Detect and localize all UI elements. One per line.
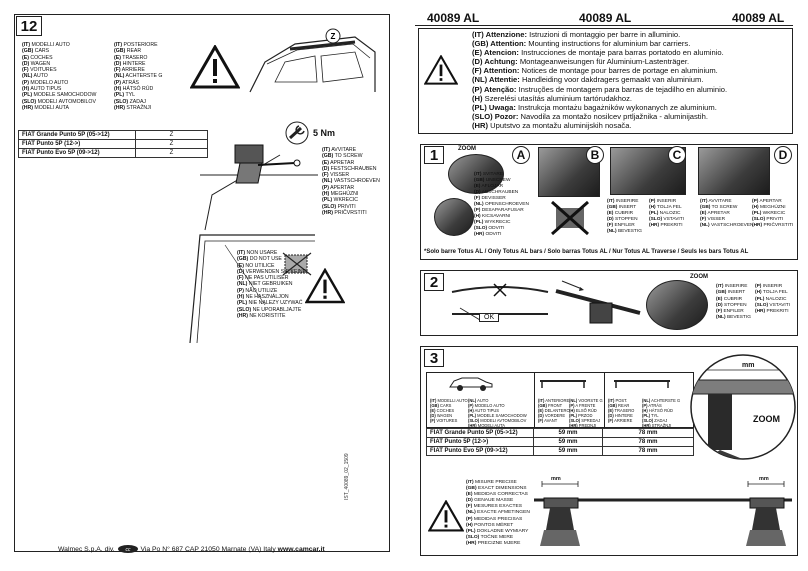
lang-row: (H) AUTO TIPUS <box>22 86 62 93</box>
model-name: FIAT Grande Punto 5P (05->12) <box>427 429 534 438</box>
lang-row: (E) COCHES <box>22 54 53 61</box>
do-not-use-instructions <box>237 250 306 319</box>
attention-line: (H) Szerelési utasítás aluminium tartórudakhoz. <box>472 93 632 103</box>
model-name: FIAT Punto 5P (12->) <box>427 438 534 447</box>
lang-row: (PL) NIE NALEZY UZYWAĆ <box>237 300 303 307</box>
divider <box>604 372 605 428</box>
model-value: Z <box>136 149 208 158</box>
warning-icon <box>305 268 345 304</box>
models-table <box>18 130 208 158</box>
front-value: 59 mm <box>534 447 603 456</box>
insert-instructions: (IT) INSERIRE (GB) INSERT (E) CUBRIR (D) STOPFEN (F) ENFILER (NL) BEVESTIG <box>607 199 642 234</box>
attention-line: (F) Attention: Notices de montage pour barres de portage en aluminium. <box>472 66 718 76</box>
footer <box>58 544 325 554</box>
company-url[interactable]: www.camcar.it <box>277 545 325 553</box>
lang-row: (GB) CARS <box>22 48 50 55</box>
table-row <box>427 429 694 438</box>
attention-line: (GB) Attention: Mounting instructions for aluminium bar carriers. <box>472 39 691 49</box>
screw-instructions-step1: (IT) AVVITARE (GB) TO SCREW (E) APRETAR (F) VISSER (NL) VASTSCHROEVEN <box>700 199 754 228</box>
table-row <box>427 438 694 447</box>
lang-row: (P) APERTAR <box>322 184 355 191</box>
warning-icon <box>190 45 240 89</box>
company-address: Via Po N° 687 CAP 21050 Marnate (VA) Italy <box>140 545 276 553</box>
lang-row: (GB) REAR <box>114 48 142 55</box>
front-value: 59 mm <box>534 429 603 438</box>
zoom-label: ZOOM <box>458 146 476 152</box>
table-row <box>19 140 208 149</box>
car-roof-illustration <box>245 22 380 112</box>
lang-row: (H) NE HASZNÁLJON <box>237 294 289 301</box>
header-code: 40089 AL <box>427 11 480 25</box>
attention-line: (HR) Uputstvo za montažu aluminijskih nosača. <box>472 120 632 130</box>
photo-step-2-zoom <box>646 280 708 330</box>
lang-row: (F) VOITURES <box>22 67 57 74</box>
attention-line: (P) Atenção: Instruções de montagem para barras de tejadilho en aluminio. <box>472 84 728 94</box>
lang-row: (HR) PRIČVRSTITI <box>322 209 367 216</box>
attention-line: (E) Atencion: Instrucciones de montaje para barras portatodo en aluminio. <box>472 48 724 58</box>
attention-line: (D) Achtung: Montageanweisungen für Aluminium-Lastenträger. <box>472 57 690 67</box>
unscrew-instructions: (IT) SVITARE (GB) UNSCREW (E) AFLOJAR (D) ABSCHRAUBEN (F) DEVISSER (NL) OPENSCHROEVEN (P) DESAPARAFUSAR (H) KICSAVARNI (PL) WYKRECIC (SLO) ODVITI (HR) ODVITI <box>474 172 529 237</box>
rear-bar-icon <box>612 376 672 390</box>
zoom-label: ZOOM <box>690 274 708 280</box>
rear-value: 78 mm <box>603 438 694 447</box>
lang-row: (HR) STRAŽNJI <box>114 104 152 111</box>
attention-line: (PL) Uwaga: Instrukcja montażu bagażników wykonanych ze aluminium. <box>472 102 717 112</box>
attention-line: (NL) Attentie: Handleiding voor dakdragers gemaakt van aluminium. <box>472 75 704 85</box>
header-bar <box>415 13 793 26</box>
front-col-2: (NL) VOORSTE G (P) A FRENTE (H) ELSŐ RÚD (PL) PRZOD (SLO) SPREDAJ (HR) PREDNJI <box>569 398 603 428</box>
lang-row: (E) NO UTILICE <box>237 262 275 269</box>
lang-row: (PL) WKRECIC <box>322 197 359 204</box>
lang-row: (SLO) MODELI AVTOMOBILOV <box>22 98 96 105</box>
table-row <box>19 131 208 140</box>
step-label-b: B <box>586 146 604 164</box>
measure-instructions: (IT) MISURE PRECISE (GB) EXACT DIMENSIONS (E) MEDIDAS CORRECTAS (D) GENAUE MASSE (F) MESURES EXACTES (NL) EXACTE AFMETINGEN (P) MEDIDAS PRECISAS (H) PONTOS MÉRET (PL) DOKLADNE WYMIARY (SLO) TOČNE MERE (HR) PRECIZNE MJERE <box>466 480 530 546</box>
lang-row: (IT) AVVITARE <box>322 147 357 153</box>
warning-icon <box>428 500 464 532</box>
bar-insert-illustration <box>552 273 644 333</box>
mm-label: mm <box>551 476 561 482</box>
lang-row: (E) TRASERO <box>114 54 148 61</box>
model-name: FIAT Punto Evo 5P (09->12) <box>19 149 136 158</box>
bracket-illustration <box>200 135 318 235</box>
bar-measure-illustration <box>530 476 796 550</box>
lang-row: (SLO) ZADAJ <box>114 98 147 105</box>
lang-row: (HR) MODELI AUTA <box>22 104 69 111</box>
cars-col: (IT) MODELLI AUTO (GB) CARS (E) COCHES (D) WAGEN (F) VOITURES <box>430 398 468 423</box>
lang-row: (NL) AUTO <box>22 73 48 80</box>
model-value: Z <box>136 140 208 149</box>
z-label: Z <box>330 32 336 41</box>
rear-col: (IT) POST. (GB) REAR (E) TRASERO (D) HINTERE (F) ARRIERE <box>608 398 635 423</box>
lang-row: (P) ATRÁS <box>114 79 139 86</box>
step-number: 3 <box>424 349 444 367</box>
model-name: FIAT Punto Evo 5P (09->12) <box>427 447 534 456</box>
lang-row: (HR) NE KORISTITE <box>237 312 286 319</box>
lang-row: (GB) DO NOT USE <box>237 256 282 263</box>
front-col: (IT) ANTERIORE (GB) FRONT (E) DELANTERO (D) VORDERE (F) AVANT <box>538 398 570 423</box>
model-value: Z <box>136 131 208 140</box>
rear-value: 78 mm <box>603 429 694 438</box>
zoom-label: ZOOM <box>753 414 780 424</box>
lang-row: (D) HINTERE <box>114 60 146 67</box>
ok-label: OK <box>479 313 499 322</box>
insert-instructions-2: (P) INSERIR (H) TOLJA FEL (PL) NALOZIC (SLO) VSTAVITI (HR) PREKRITI <box>649 199 685 228</box>
lang-list-rear <box>114 42 162 111</box>
lang-row: (P) MODELO AUTO <box>22 79 69 86</box>
lang-row: (NL) NIET GEBRUIKEN <box>237 281 293 288</box>
step-label-d: D <box>774 146 792 164</box>
lang-row: (H) HÁTSÓ RÚD <box>114 86 154 93</box>
step-label-c: C <box>668 146 686 164</box>
insert-instructions-step2-2: (P) INSERIR (H) TOLJA FEL (PL) NALOZIC (SLO) VSTAVITI (HR) PREKRITI <box>755 284 791 315</box>
bar-bend-illustration <box>450 280 550 330</box>
table-row <box>427 447 694 456</box>
table-row <box>19 149 208 158</box>
rear-value: 78 mm <box>603 447 694 456</box>
lang-row: (SLO) NE UPORABLJAJTE <box>237 306 302 313</box>
lang-row: (D) VERWENDEN SIE KEINE <box>237 268 307 275</box>
torque-label: 5 Nm <box>313 128 336 138</box>
lang-row: (F) VISSER <box>322 172 350 179</box>
header-code: 40089 AL <box>579 11 632 25</box>
attention-line: (SLO) Pozor: Navodila za montažo nosilcev prtljažnika - aluminijastih. <box>472 111 708 121</box>
cars-col-2: (NL) AUTO (P) MODELO AUTO (H) AUTO TIPUS (PL) MODELE SAMOCHODOW (SLO) MODELI AVTOMOBILOV (HR) MODELI AUTA <box>468 398 527 428</box>
company-name: Walmec S.p.A. div. <box>58 545 115 553</box>
screw-instructions-step1-2: (P) APERTAR (H) MEGHÚZNI (PL) WKRECIC (SLO) PRIVITI (HR) PRIČVRSTITI <box>752 199 794 228</box>
front-value: 59 mm <box>534 438 603 447</box>
photo-step-a-bottom <box>434 198 474 236</box>
lang-row: (PL) TYL <box>114 92 135 99</box>
lang-row: (IT) POSTERIORE <box>114 42 158 48</box>
lang-row: (IT) NON USARE <box>237 250 278 256</box>
lang-list-models <box>22 42 96 111</box>
attention-line: (IT) Attenzione: Istruzioni di montaggio per barre in alluminio. <box>472 30 681 39</box>
step3-measure-table <box>426 428 694 456</box>
screw-instructions <box>322 147 380 216</box>
lang-row: (PL) MODELE SAMOCHODOW <box>22 92 97 99</box>
document-code: IST_40089_02_1509 <box>344 453 350 500</box>
lang-row: (SLO) PRIVITI <box>322 203 356 210</box>
lang-row: (E) APRETAR <box>322 159 355 166</box>
step-number: 1 <box>424 146 444 164</box>
front-bar-icon <box>538 376 588 390</box>
step-1-note: *Solo barre Totus AL / Only Totus AL bars / Solo barras Totus AL / Nur Totus AL Traverse / Seuls les bars Totus AL <box>424 249 749 255</box>
lang-row: (NL) VASTSCHROEVEN <box>322 178 380 185</box>
lang-row: (GB) TO SCREW <box>322 153 363 160</box>
lang-row: (F) NE PAS UTILISER <box>237 275 289 282</box>
lang-row: (D) FESTSCHRAUBEN <box>322 165 377 172</box>
attention-text <box>472 30 727 130</box>
insert-instructions-step2: (IT) INSERIRE (GB) INSERT (E) CUBRIR (D) STOPFEN (F) ENFILER (NL) BEVESTIG <box>716 284 751 321</box>
divider <box>534 372 535 428</box>
lang-row: (H) MEGHÚZNI <box>322 191 359 198</box>
lang-row: (F) ARRIERE <box>114 67 145 74</box>
rear-col-2: (NL) ACHTERSTE G (P) ATRÁS (H) HÁTSÓ RÚD (PL) TYL (SLO) ZADAJ (HR) STRAŽNJI <box>642 398 681 428</box>
model-name: FIAT Grande Punto 5P (05->12) <box>19 131 136 140</box>
lang-row: (D) WAGEN <box>22 60 51 67</box>
page-number: 12 <box>16 16 42 36</box>
lang-row: (IT) MODELLI AUTO <box>22 42 70 48</box>
mm-label: mm <box>759 476 769 482</box>
step-number: 2 <box>424 273 444 291</box>
lang-row: (NL) ACHTERSTE G <box>114 73 163 80</box>
lang-row: (P) NÃO UTILIZE <box>237 287 278 294</box>
company-logo-icon <box>117 544 139 554</box>
header-code: 40089 AL <box>732 11 785 25</box>
step-label-a: A <box>512 146 530 164</box>
mm-label: mm <box>742 362 755 369</box>
no-cross-icon <box>548 198 592 238</box>
photo-step-d <box>698 147 770 195</box>
model-name: FIAT Punto 5P (12->) <box>19 140 136 149</box>
svg-text:cc: cc <box>125 547 131 553</box>
warning-icon <box>424 55 458 85</box>
car-side-icon <box>448 374 494 392</box>
